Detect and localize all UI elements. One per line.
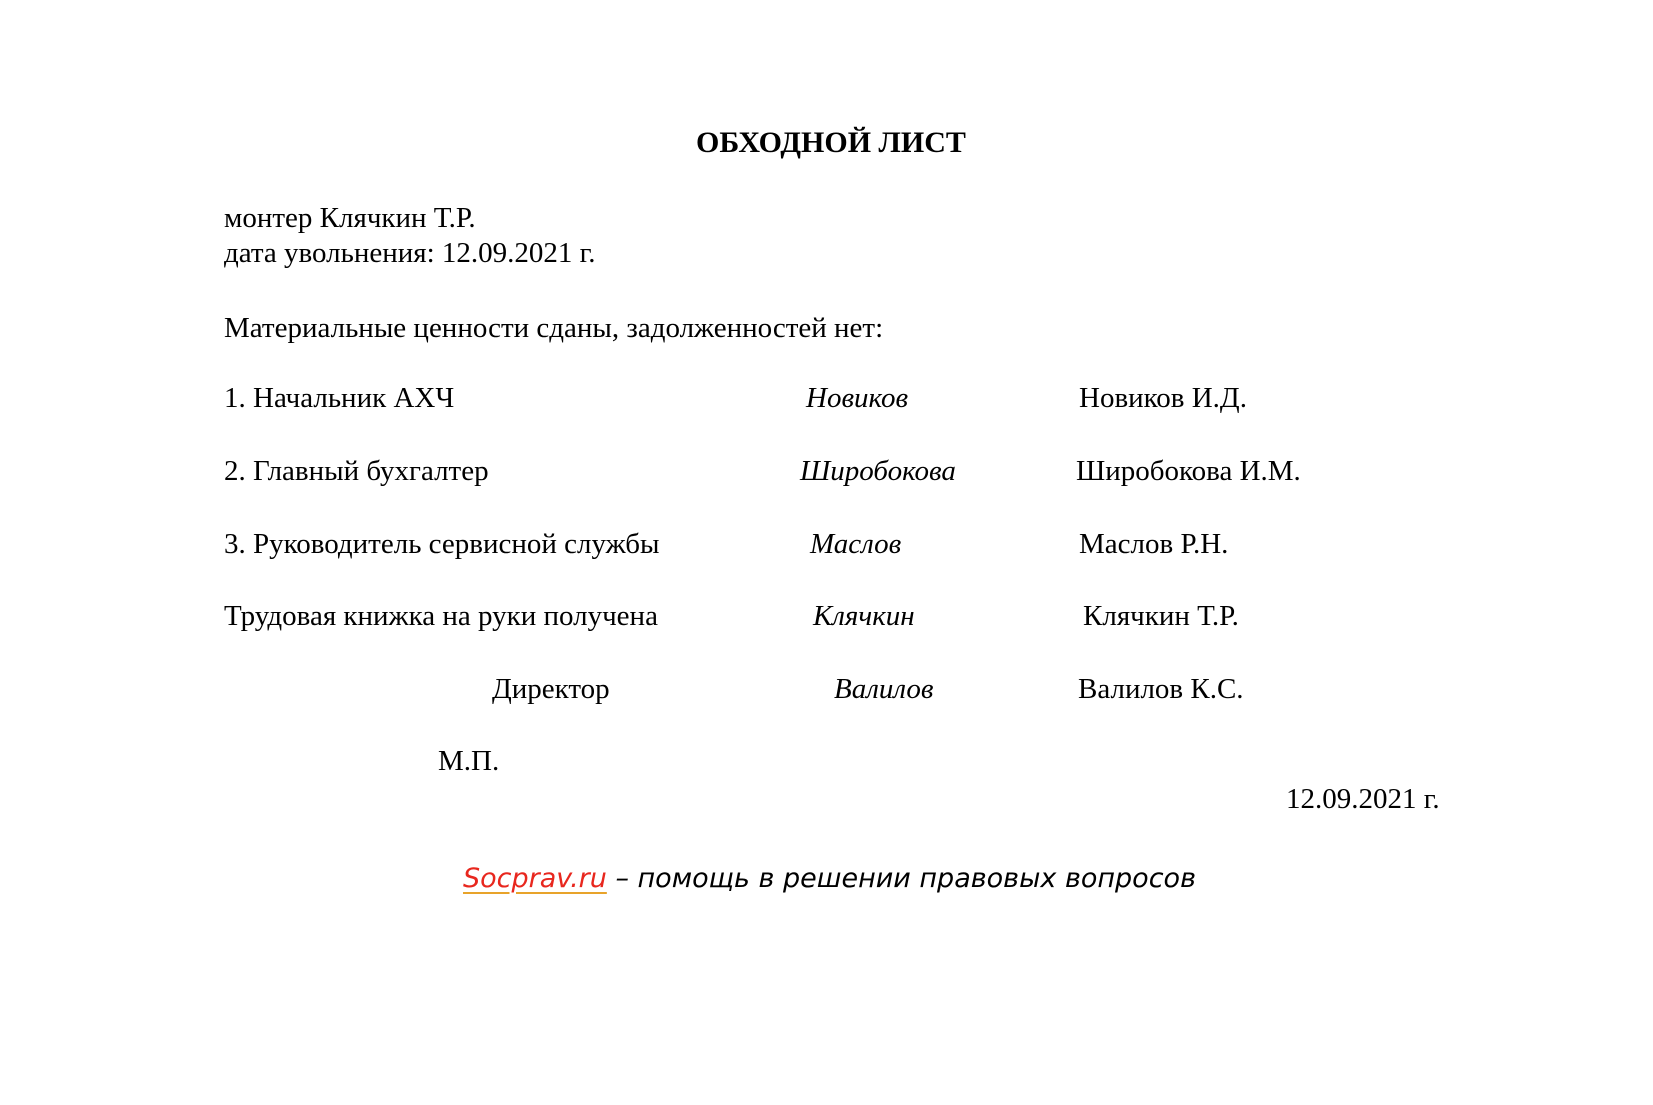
- approval-name: Широбокова И.М.: [1076, 455, 1301, 487]
- approval-name: Клячкин Т.Р.: [1083, 600, 1239, 632]
- stamp-place: М.П.: [438, 745, 500, 777]
- statement-line: Материальные ценности сданы, задолженностей нет:: [224, 312, 884, 344]
- approval-position: 3. Руководитель сервисной службы: [224, 528, 660, 560]
- socprav-link[interactable]: Socprav.ru: [463, 863, 607, 894]
- approval-signature: Клячкин: [813, 600, 915, 632]
- director-position: Директор: [492, 673, 610, 705]
- director-name: Валилов К.С.: [1078, 673, 1244, 705]
- document-title: ОБХОДНОЙ ЛИСТ: [696, 126, 966, 159]
- director-signature: Валилов: [834, 673, 934, 705]
- dismissal-date-line: дата увольнения: 12.09.2021 г.: [224, 237, 596, 269]
- employee-line: монтер Клячкин Т.Р.: [224, 202, 476, 234]
- approval-name: Новиков И.Д.: [1079, 382, 1247, 414]
- approval-signature: Новиков: [806, 382, 909, 414]
- footer-tagline-text: – помощь в решении правовых вопросов: [606, 863, 1196, 894]
- approval-position: 1. Начальник АХЧ: [224, 382, 455, 414]
- approval-name: Маслов Р.Н.: [1079, 528, 1229, 560]
- document-date: 12.09.2021 г.: [1286, 783, 1440, 815]
- approval-position: Трудовая книжка на руки получена: [224, 600, 658, 632]
- approval-signature: Широбокова: [800, 455, 956, 487]
- approval-signature: Маслов: [810, 528, 902, 560]
- approval-position: 2. Главный бухгалтер: [224, 455, 489, 487]
- footer-tagline: [463, 862, 1196, 896]
